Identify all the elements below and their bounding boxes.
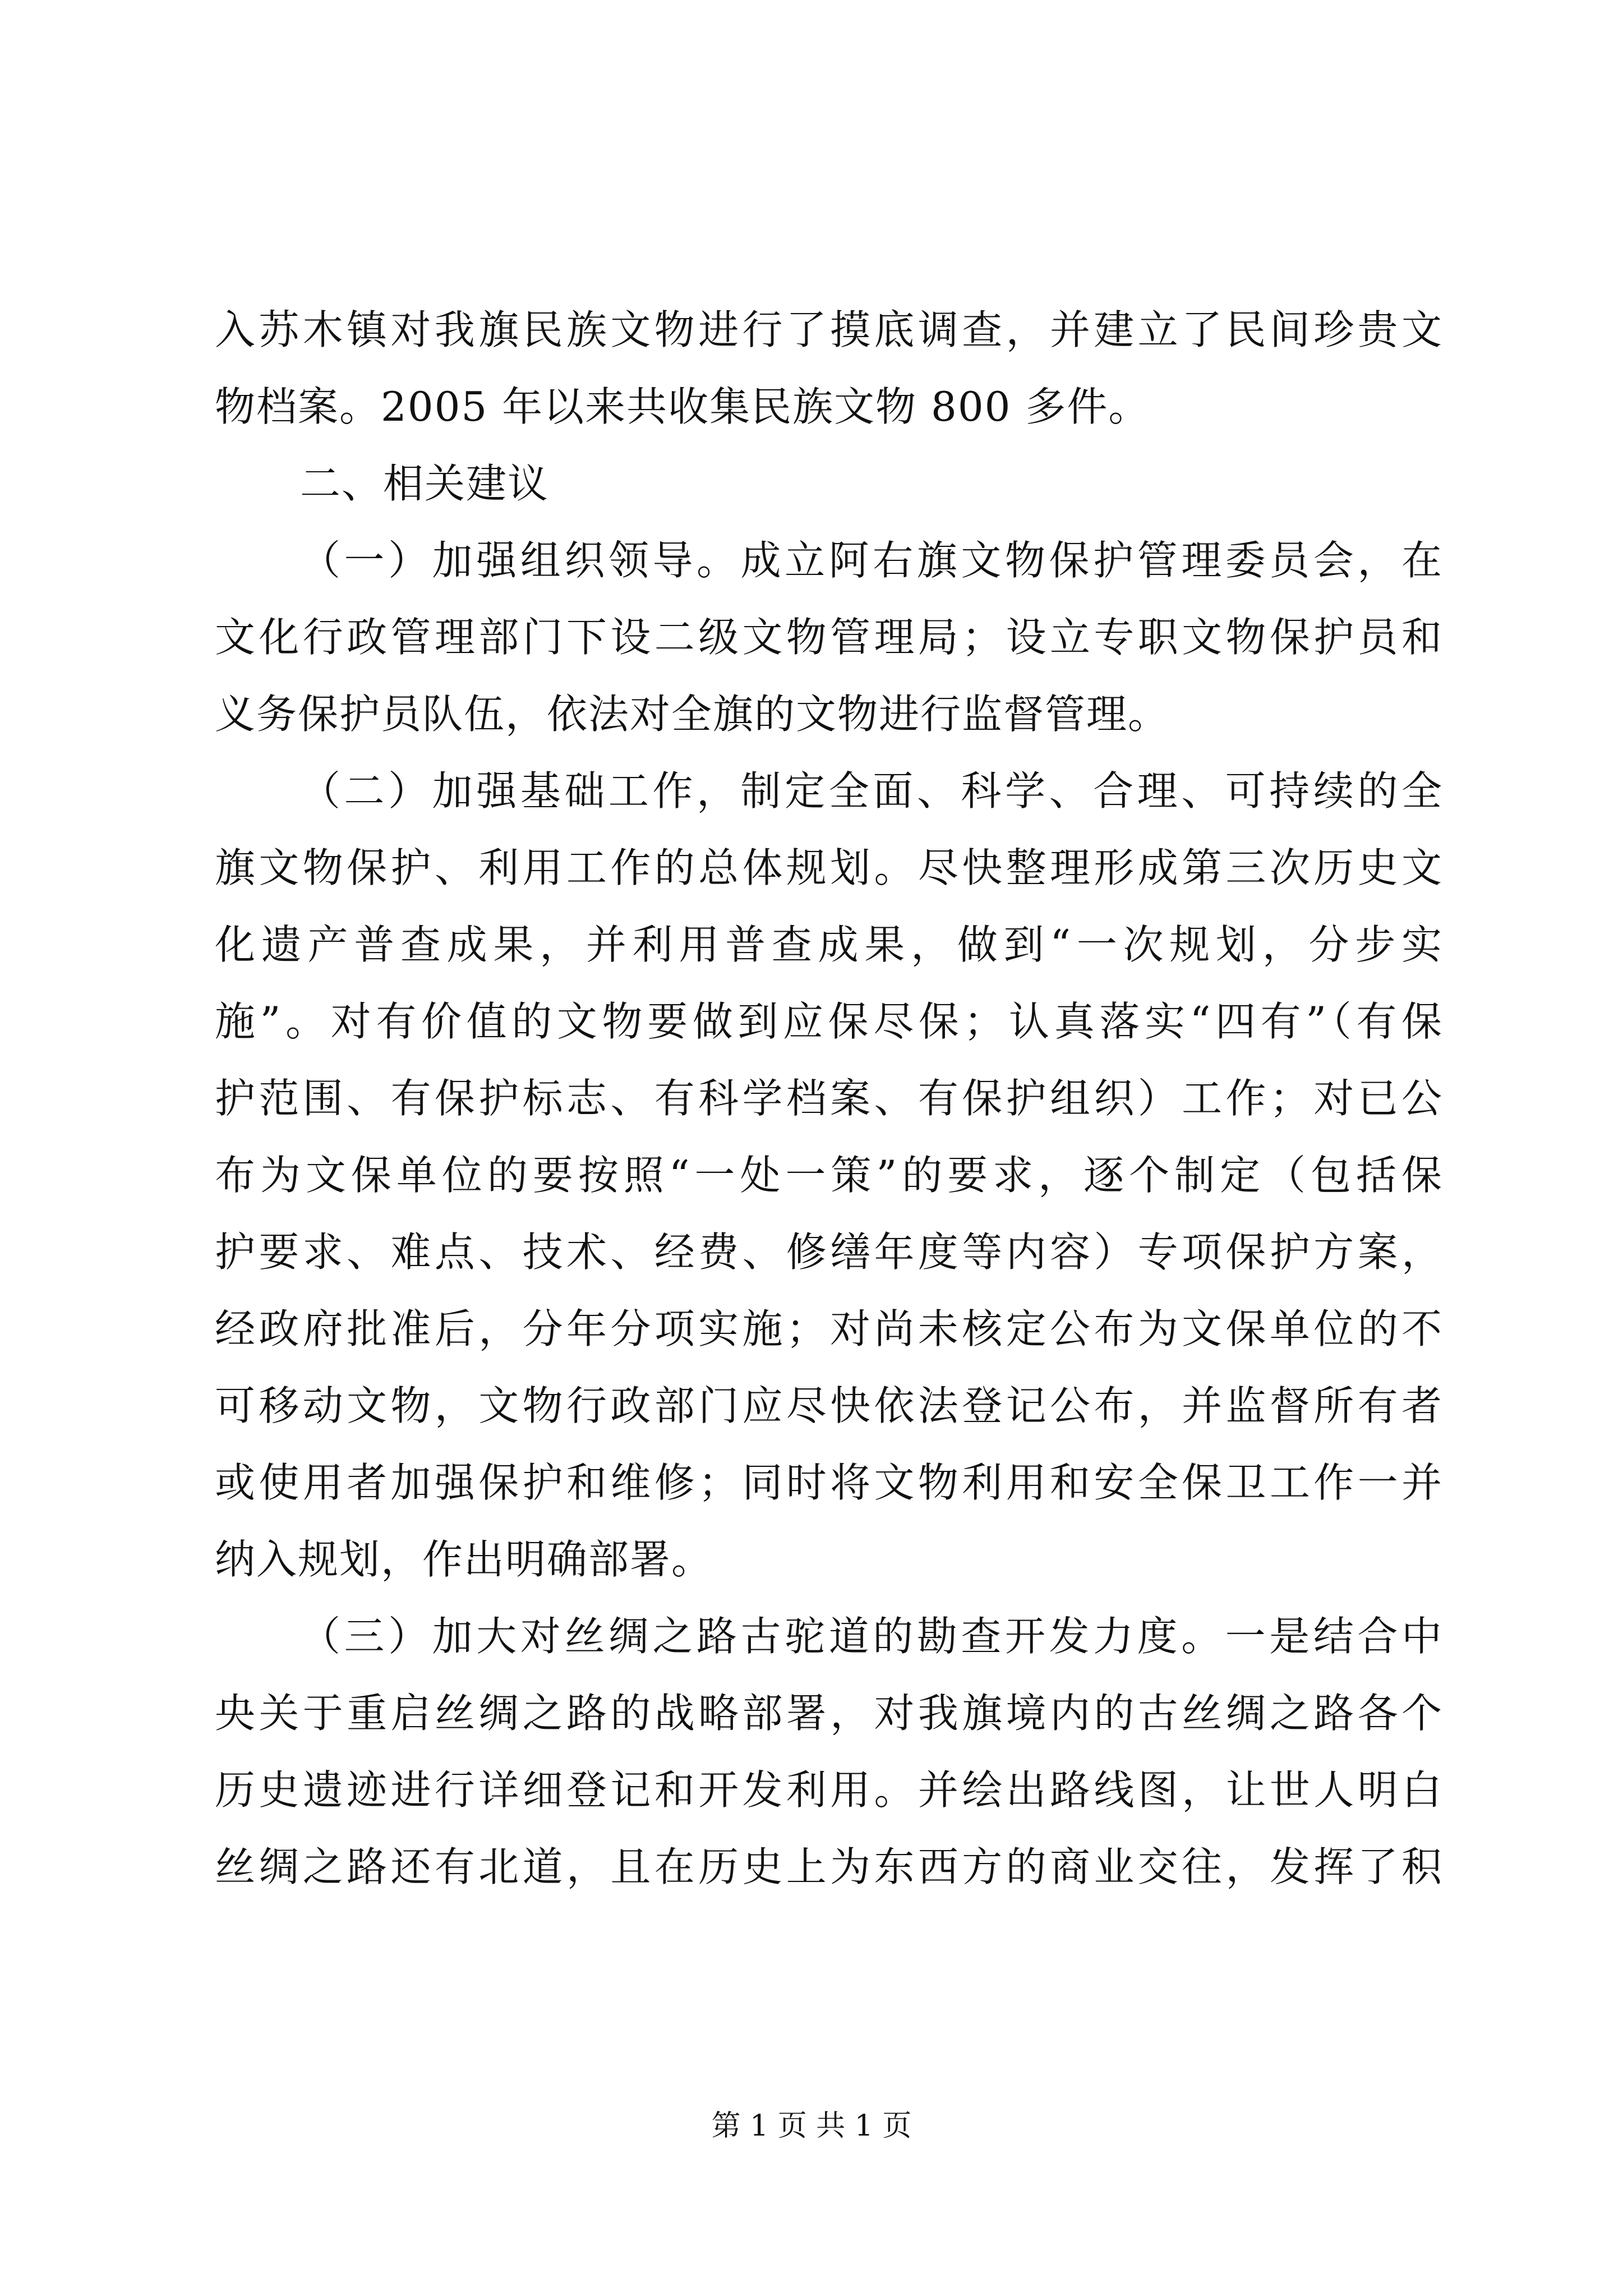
page-footer xyxy=(0,2106,1623,2146)
text-line: 或使用者加强保护和维修；同时将文物利用和安全保卫工作一并 xyxy=(215,1459,1443,1506)
page-number-label: 第 1 页 共 1 页 xyxy=(711,2109,912,2143)
text-line: 护要求、难点、技术、经费、修缮年度等内容）专项保护方案， xyxy=(215,1228,1443,1276)
text-line: 丝绸之路还有北道，且在历史上为东西方的商业交往，发挥了积 xyxy=(215,1843,1443,1890)
text-line: 历史遗迹进行详细登记和开发利用。并绘出路线图，让世人明白 xyxy=(215,1766,1443,1814)
text-line: 经政府批准后，分年分项实施；对尚未核定公布为文保单位的不 xyxy=(215,1305,1443,1352)
text-line: 护范围、有保护标志、有科学档案、有保护组织）工作；对已公 xyxy=(215,1075,1443,1122)
section-heading: 二、相关建议 xyxy=(300,460,550,507)
document-body xyxy=(215,292,1443,1906)
text-line: 施”。对有价值的文物要做到应保尽保；认真落实“四有”（有保 xyxy=(215,998,1443,1045)
text-line: （一）加强组织领导。成立阿右旗文物保护管理委员会，在 xyxy=(300,537,1443,584)
text-line: 可移动文物，文物行政部门应尽快依法登记公布，并监督所有者 xyxy=(215,1382,1443,1429)
text-line: 旗文物保护、利用工作的总体规划。尽快整理形成第三次历史文 xyxy=(215,844,1443,891)
text-line: （二）加强基础工作，制定全面、科学、合理、可持续的全 xyxy=(300,767,1443,815)
text-line: （三）加大对丝绸之路古驼道的勘查开发力度。一是结合中 xyxy=(300,1613,1443,1660)
text-line: 义务保护员队伍，依法对全旗的文物进行监督管理。 xyxy=(215,691,1170,738)
text-line: 文化行政管理部门下设二级文物管理局；设立专职文物保护员和 xyxy=(215,614,1443,661)
text-line: 布为文保单位的要按照“一处一策”的要求，逐个制定（包括保 xyxy=(215,1152,1443,1199)
text-line: 化遗产普查成果，并利用普查成果，做到“一次规划，分步实 xyxy=(215,921,1443,968)
text-line: 入苏木镇对我旗民族文物进行了摸底调查，并建立了民间珍贵文 xyxy=(215,306,1443,353)
text-line: 物档案。2005 年以来共收集民族文物 800 多件。 xyxy=(215,383,1150,430)
text-line: 央关于重启丝绸之路的战略部署，对我旗境内的古丝绸之路各个 xyxy=(215,1690,1443,1737)
text-line: 纳入规划，作出明确部署。 xyxy=(215,1536,713,1583)
